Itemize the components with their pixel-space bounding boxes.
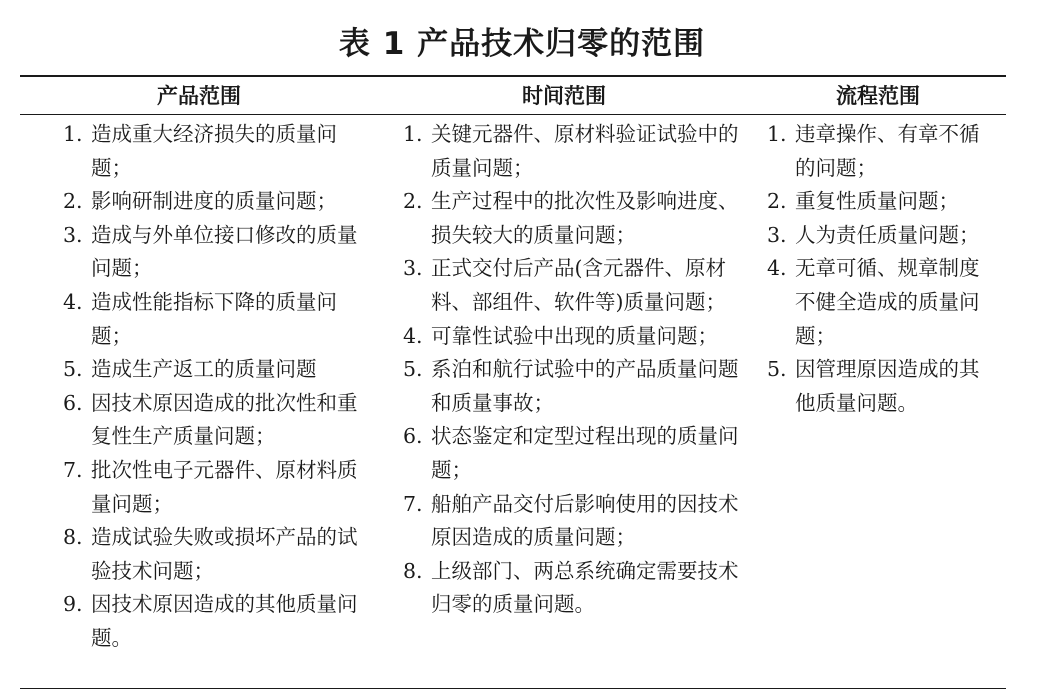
item-number: 1. <box>403 122 423 146</box>
list-item <box>403 555 745 622</box>
item-number: 9. <box>63 592 83 617</box>
item-text: 因技术原因造成的批次性和重复性生产质量问题； <box>91 390 358 449</box>
list-item <box>403 353 745 420</box>
list-item <box>403 320 745 354</box>
item-text: 造成生产返工的质量问题 <box>91 357 317 382</box>
item-number: 7. <box>403 491 423 516</box>
header-process-scope: 流程范围 <box>836 84 920 108</box>
item-number: 2. <box>63 189 83 214</box>
header-product-scope: 产品范围 <box>157 84 241 108</box>
list-item <box>63 588 373 655</box>
item-text: 生产过程中的批次性及影响进度、损失较大的质量问题； <box>431 189 739 247</box>
list-item <box>767 118 983 185</box>
process-scope-list <box>767 118 983 420</box>
item-number: 4. <box>63 289 83 314</box>
item-text: 因技术原因造成的其他质量问题。 <box>91 592 358 650</box>
item-text: 可靠性试验中出现的质量问题； <box>431 323 718 348</box>
item-text: 人为责任质量问题； <box>795 222 980 247</box>
item-text: 造成与外单位接口修改的质量问题； <box>91 222 358 281</box>
list-item <box>403 185 745 252</box>
table-title: 表 1 产品技术归零的范围 <box>338 26 706 62</box>
item-text: 造成试验失败或损坏产品的试验技术问题； <box>91 525 358 583</box>
header-time-scope: 时间范围 <box>522 84 606 108</box>
item-number: 7. <box>63 457 83 482</box>
list-item <box>767 185 983 219</box>
item-text: 造成重大经济损失的质量问题； <box>91 122 337 180</box>
item-text: 状态鉴定和定型过程出现的质量问题； <box>431 424 739 482</box>
list-item <box>403 252 745 319</box>
list-item <box>767 219 983 253</box>
item-number: 3. <box>403 256 423 281</box>
item-number: 8. <box>63 525 83 550</box>
item-text: 影响研制进度的质量问题； <box>91 189 337 214</box>
list-item <box>63 286 373 353</box>
list-item <box>63 521 373 588</box>
item-text: 违章操作、有章不循的问题； <box>795 122 980 180</box>
list-item <box>63 353 373 387</box>
list-item <box>403 488 745 555</box>
list-item <box>63 454 373 521</box>
item-number: 5. <box>767 357 787 382</box>
item-number: 8. <box>403 558 423 583</box>
item-text: 系泊和航行试验中的产品质量问题和质量事故； <box>431 357 739 415</box>
item-text: 造成性能指标下降的质量问题； <box>91 289 337 348</box>
list-item <box>403 118 745 185</box>
list-item <box>63 118 373 185</box>
list-item <box>63 387 373 454</box>
item-number: 4. <box>403 323 423 348</box>
list-item <box>403 420 745 487</box>
item-number: 3. <box>767 222 787 247</box>
header-rule <box>20 114 1006 115</box>
item-number: 1. <box>767 122 787 146</box>
item-number: 5. <box>403 357 423 382</box>
table-top-rule <box>20 75 1006 77</box>
item-text: 正式交付后产品(含元器件、原材料、部组件、软件等)质量问题； <box>431 256 726 314</box>
list-item <box>63 185 373 219</box>
item-number: 2. <box>403 189 423 214</box>
item-text: 重复性质量问题； <box>795 189 959 214</box>
item-text: 无章可循、规章制度不健全造成的质量问题； <box>795 256 980 348</box>
list-item <box>63 219 373 286</box>
table-bottom-rule <box>20 688 1006 689</box>
product-scope-list <box>63 118 373 656</box>
item-text: 上级部门、两总系统确定需要技术归零的质量问题。 <box>431 558 739 617</box>
item-number: 1. <box>63 122 83 146</box>
item-number: 3. <box>63 222 83 247</box>
item-number: 5. <box>63 357 83 382</box>
item-text: 关键元器件、原材料验证试验中的质量问题； <box>431 122 739 180</box>
item-number: 6. <box>403 424 423 449</box>
item-text: 批次性电子元器件、原材料质量问题； <box>91 457 358 516</box>
item-number: 2. <box>767 189 787 214</box>
item-number: 4. <box>767 256 787 281</box>
item-text: 因管理原因造成的其他质量问题。 <box>795 357 980 415</box>
list-item <box>767 353 983 420</box>
time-scope-list <box>403 118 745 622</box>
item-text: 船舶产品交付后影响使用的因技术原因造成的质量问题； <box>431 491 739 550</box>
list-item <box>767 252 983 353</box>
item-number: 6. <box>63 390 83 415</box>
